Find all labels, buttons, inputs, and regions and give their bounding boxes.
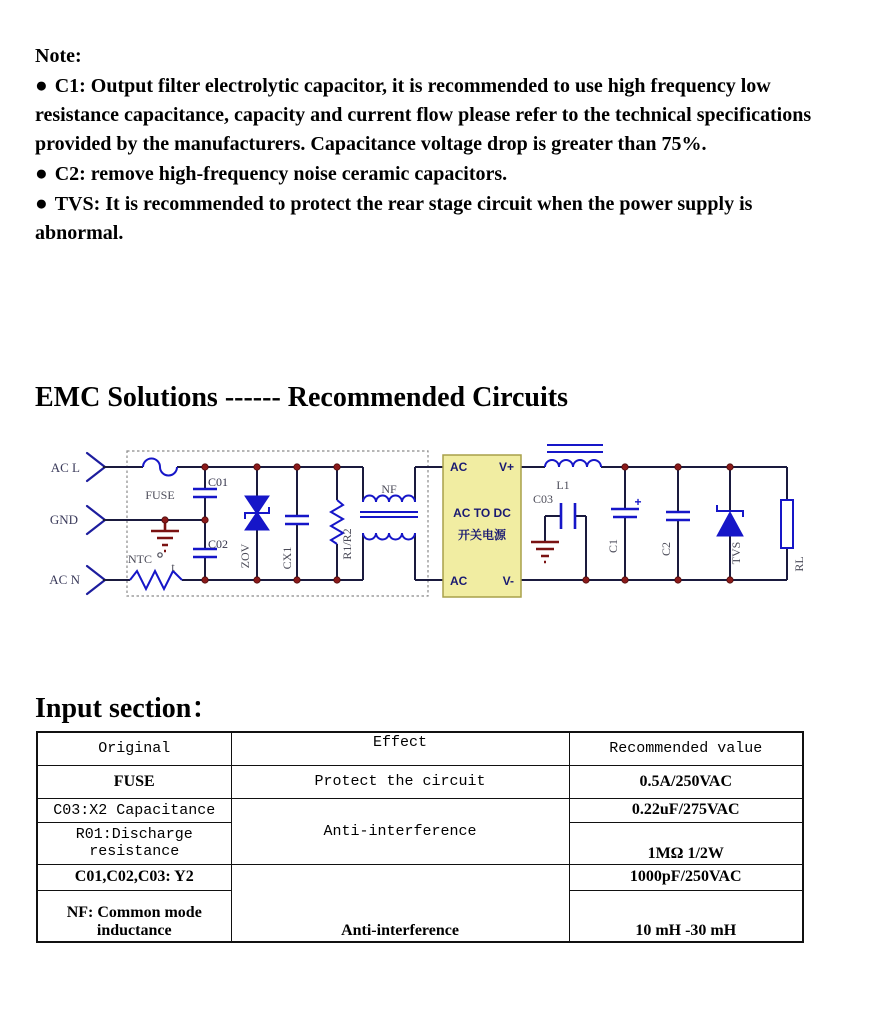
nf-common-mode-choke bbox=[360, 482, 418, 540]
bullet-icon: ● bbox=[35, 73, 48, 97]
c02-capacitor bbox=[193, 520, 228, 580]
cell-effect-protect: Protect the circuit bbox=[231, 765, 569, 798]
degree-icon bbox=[158, 553, 162, 557]
rl-load-resistor bbox=[781, 500, 806, 572]
converter-in-top-label: AC bbox=[450, 460, 468, 474]
c03-capacitor bbox=[531, 492, 586, 580]
l1-label: L1 bbox=[556, 478, 570, 492]
cell-original-c03-x2: C03:X2 Capacitance bbox=[37, 798, 231, 822]
note-section bbox=[35, 42, 819, 248]
c2-capacitor bbox=[659, 467, 690, 580]
earth-ground-icon bbox=[151, 520, 179, 551]
input-terminals bbox=[49, 453, 105, 594]
c2-label: C2 bbox=[659, 541, 673, 557]
ntc-thermistor bbox=[128, 552, 182, 589]
bullet-icon: ● bbox=[35, 161, 48, 185]
fuse-symbol bbox=[143, 459, 177, 503]
input-section-heading: Input section： bbox=[35, 693, 220, 724]
cell-value-c03-x2: 0.22uF/275VAC bbox=[569, 798, 803, 822]
cell-original-r01: R01:Discharge resistance bbox=[37, 822, 231, 864]
note-item-tvs-text: TVS: It is recommended to protect the rear stage circuit when the power supply is abnormal. bbox=[35, 193, 753, 244]
converter-vplus-label: V+ bbox=[498, 460, 514, 474]
nf-label: NF bbox=[381, 482, 397, 496]
cx1-label: CX1 bbox=[280, 546, 294, 570]
r1r2-resistor bbox=[331, 467, 354, 580]
cell-value-c01-c02-c03: 1000pF/250VAC bbox=[569, 864, 803, 890]
cell-original-nf: NF: Common mode inductance bbox=[37, 890, 231, 942]
cell-effect-anti-interference-2: Anti-interference bbox=[231, 864, 569, 942]
note-item-tvs bbox=[35, 189, 819, 248]
converter-vminus-label: V- bbox=[502, 574, 514, 588]
zov-varistor bbox=[238, 467, 269, 580]
c1-label: C1 bbox=[606, 538, 620, 554]
ntc-t-label: t bbox=[171, 560, 175, 574]
cell-original-fuse: FUSE bbox=[37, 765, 231, 798]
header-effect: Effect bbox=[231, 732, 569, 765]
cell-value-r01: 1MΩ 1/2W bbox=[569, 822, 803, 864]
note-item-c1 bbox=[35, 71, 819, 159]
c1-plus-icon: + bbox=[634, 495, 642, 509]
c1-capacitor bbox=[606, 467, 642, 580]
note-item-c1-text: C1: Output filter electrolytic capacitor, it is recommended to use high frequency low resistance capacitance, capacity and current flow please refer to the technical specifications provided by the manufacturers. Capacitance voltage drop is greater than 75%. bbox=[35, 75, 812, 155]
c03-label: C03 bbox=[532, 492, 553, 506]
circuit-diagram bbox=[0, 425, 873, 615]
r1r2-label: R1/R2 bbox=[340, 528, 354, 560]
ac-l-label: AC L bbox=[50, 460, 80, 475]
c02-label: C02 bbox=[208, 537, 229, 551]
bullet-icon: ● bbox=[35, 191, 48, 215]
c01-label: C01 bbox=[208, 475, 229, 489]
converter-title-line1: AC TO DC bbox=[453, 506, 511, 520]
note-title: Note: bbox=[35, 45, 82, 67]
note-item-c2-text: C2: remove high-frequency noise ceramic capacitors. bbox=[54, 163, 508, 185]
emc-solutions-heading: EMC Solutions ------ Recommended Circuits bbox=[35, 382, 568, 413]
gnd-label: GND bbox=[49, 512, 78, 527]
fuse-label: FUSE bbox=[145, 488, 175, 502]
cell-effect-anti-interference-1: Anti-interference bbox=[231, 798, 569, 864]
ac-l-terminal-icon bbox=[87, 453, 105, 481]
header-original: Original bbox=[37, 732, 231, 765]
c01-capacitor bbox=[193, 467, 228, 520]
converter-title-line2: 开关电源 bbox=[457, 528, 507, 542]
gnd-terminal-icon bbox=[87, 506, 105, 534]
cx1-capacitor bbox=[280, 467, 309, 580]
cell-original-c01-c02-c03: C01,C02,C03: Y2 bbox=[37, 864, 231, 890]
ac-n-label: AC N bbox=[49, 572, 80, 587]
note-item-c2 bbox=[35, 159, 819, 189]
cell-value-fuse: 0.5A/250VAC bbox=[569, 765, 803, 798]
l1-inductor bbox=[545, 445, 603, 492]
tvs-label: TVS bbox=[729, 541, 743, 565]
rl-label: RL bbox=[792, 556, 806, 572]
converter-block bbox=[443, 455, 521, 597]
input-section-table bbox=[36, 731, 804, 943]
zov-label: ZOV bbox=[238, 543, 252, 569]
cell-value-nf: 10 mH -30 mH bbox=[569, 890, 803, 942]
tvs-diode bbox=[717, 467, 743, 580]
converter-in-bottom-label: AC bbox=[450, 574, 468, 588]
ntc-label: NTC bbox=[128, 552, 152, 566]
header-recommended-value: Recommended value bbox=[569, 732, 803, 765]
ac-n-terminal-icon bbox=[87, 566, 105, 594]
